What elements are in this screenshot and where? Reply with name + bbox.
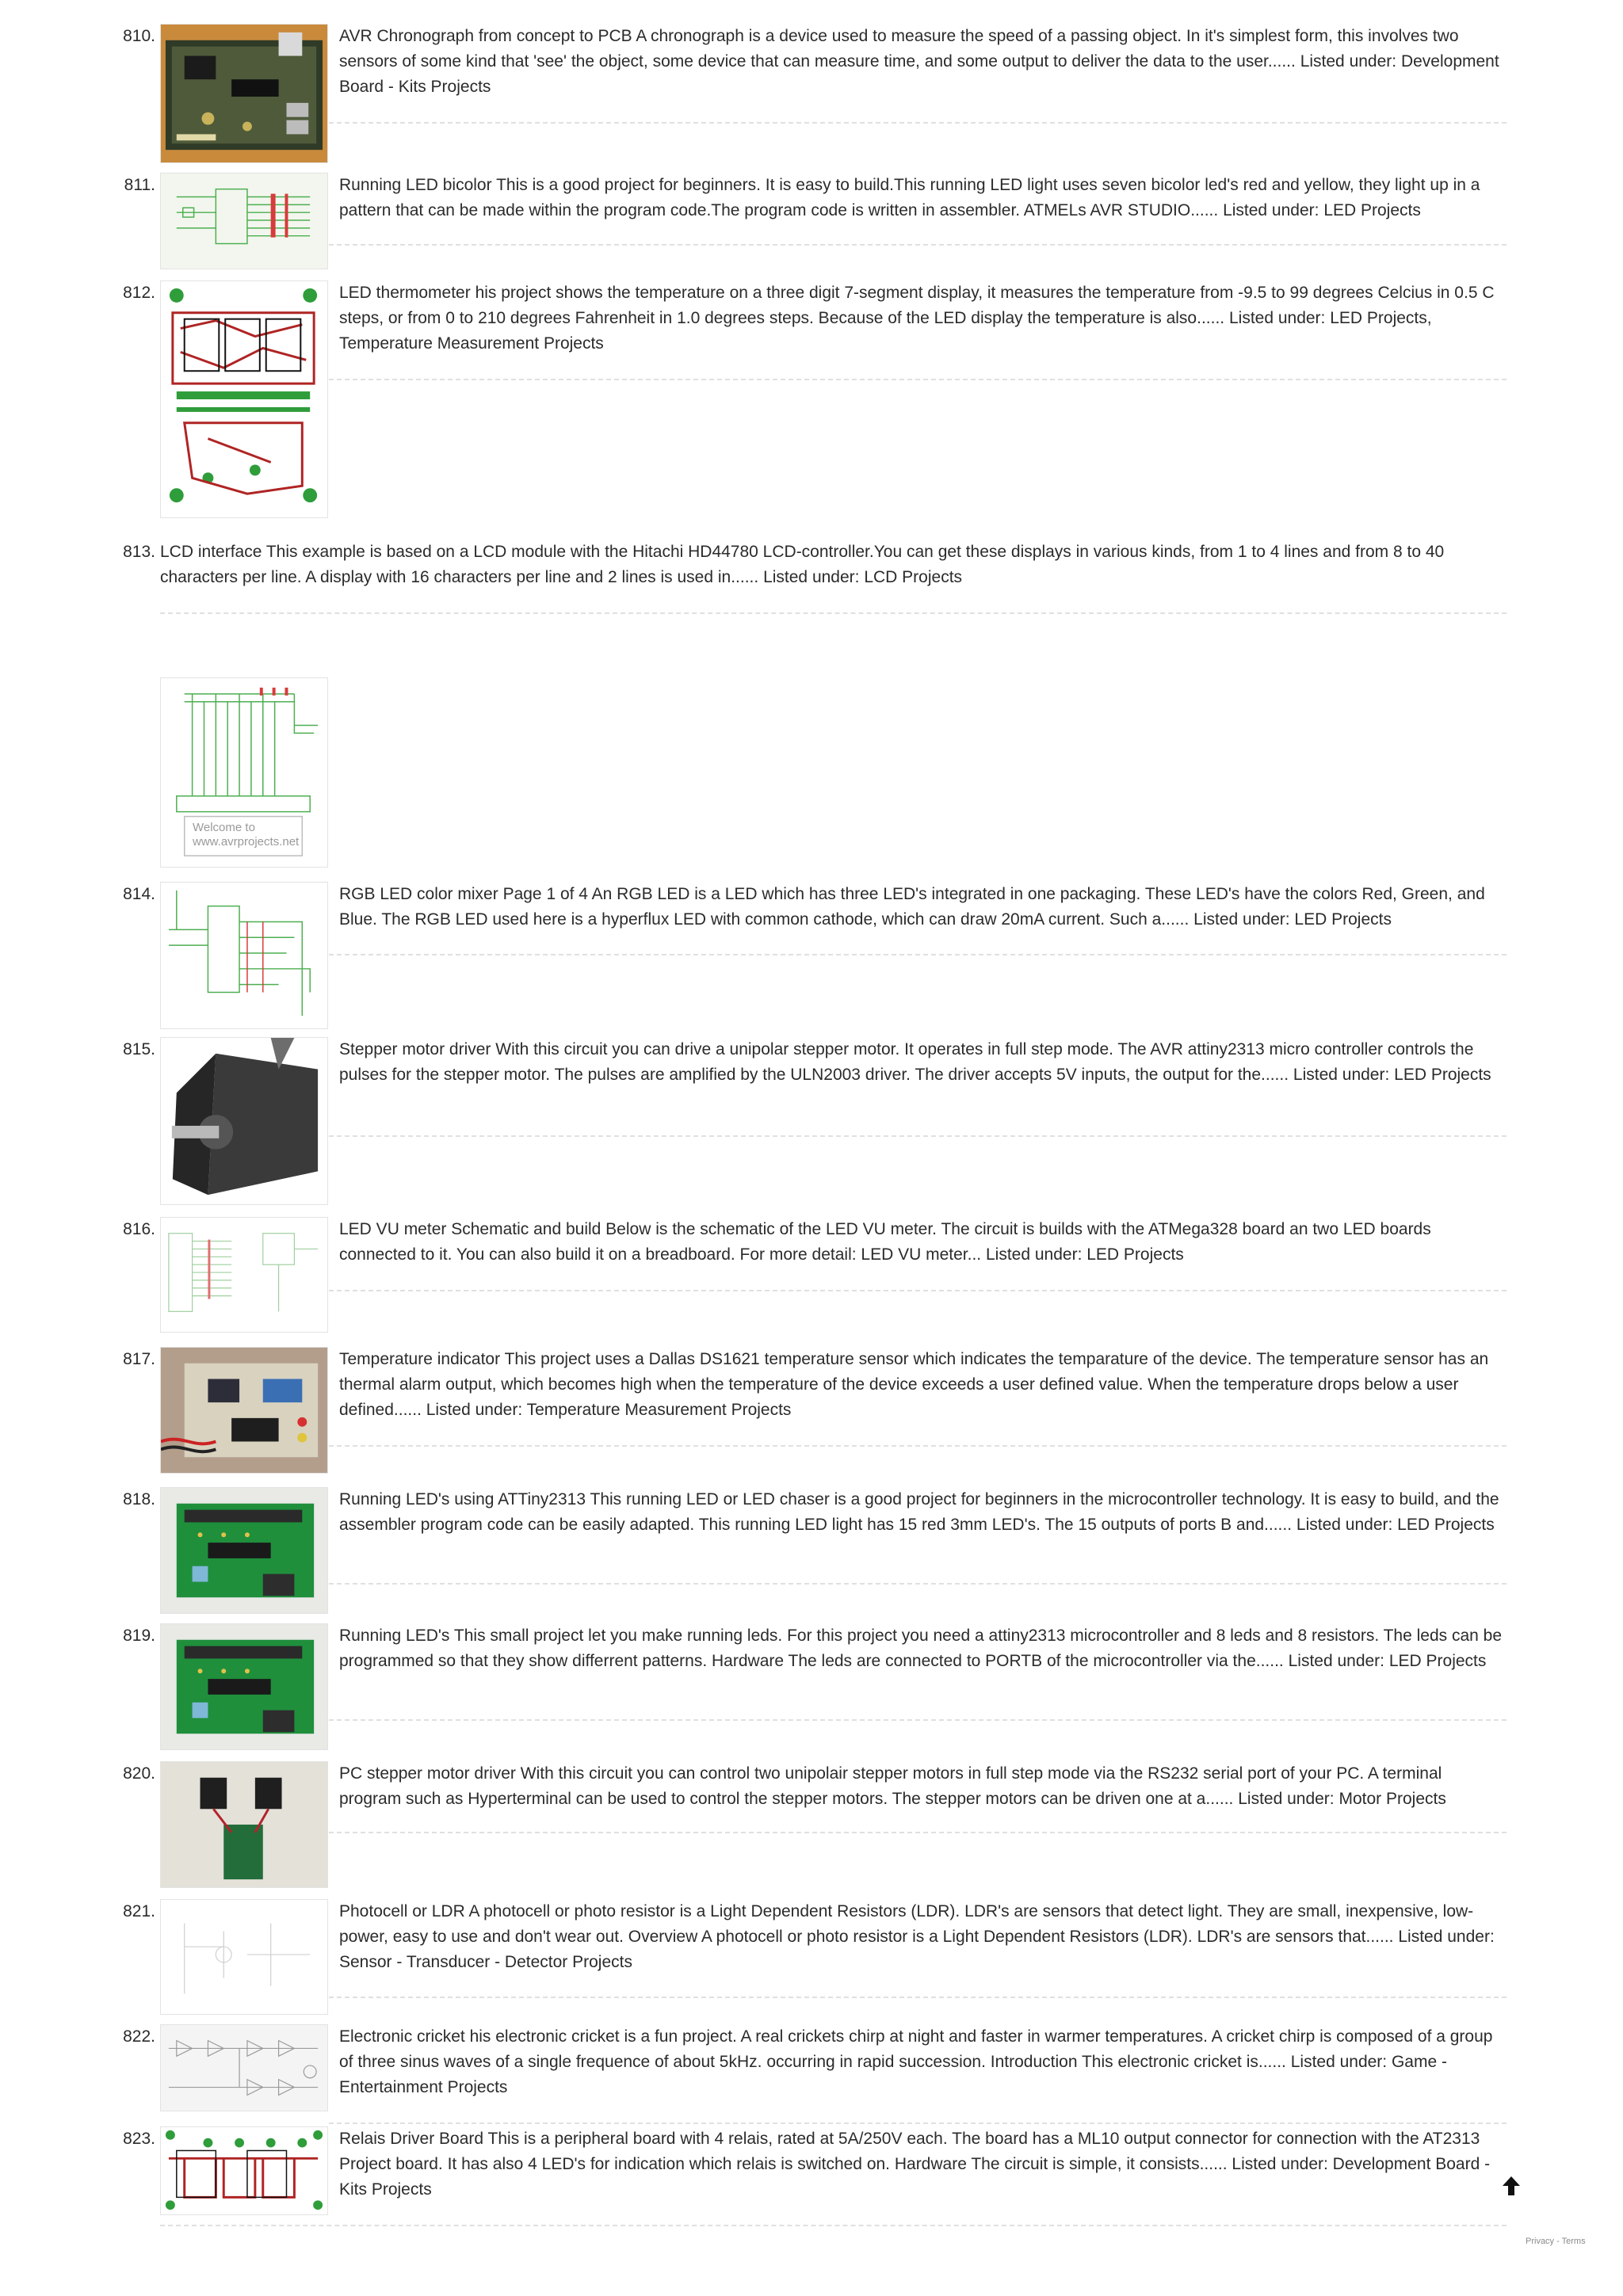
- category-link[interactable]: Listed under: Development Board - Kits Projects: [339, 52, 1499, 96]
- project-thumbnail[interactable]: [160, 677, 328, 868]
- image-caption: Welcome to www.avrprojects.net: [193, 821, 300, 849]
- category-link[interactable]: Listed under: LED Projects: [985, 1245, 1184, 1264]
- entry-title-link[interactable]: Electronic cricket: [339, 2027, 465, 2046]
- category-link[interactable]: Listed under: LCD Projects: [763, 568, 963, 586]
- privacy-link[interactable]: Privacy: [1526, 2237, 1555, 2246]
- divider: [329, 954, 1507, 955]
- arrow-up-icon: [1500, 2174, 1522, 2198]
- entry-title-link[interactable]: Photocell or LDR: [339, 1902, 465, 1920]
- entry-description: Running LED's using ATTiny2313 This running LED or LED chaser is a good project for beginners in the microcontroller technology. It is easy to build, and the assembler program code can be easily adapted. This running LED light has 15 red 3mm LED's. The 15 outputs of ports B and...... Listed under: LED Projects: [339, 1490, 1499, 1534]
- project-thumbnail[interactable]: [160, 1217, 328, 1333]
- entry-title-link[interactable]: LED thermometer: [339, 284, 471, 302]
- entry-title-link[interactable]: Relais Driver Board: [339, 2130, 484, 2148]
- divider: [329, 2122, 1507, 2124]
- entry-description: LCD interface This example is based on a LCD module with the Hitachi HD44780 LCD-controller.You can get these displays in various kinds, from 1 to 4 lines and from 8 to 40 characters per line. A display with 16 characters per line and 2 lines is used in...... Listed under: LCD Projects: [160, 543, 1445, 586]
- entry-description: LED VU meter Schematic and build Below is the schematic of the LED VU meter. The circuit is builds with the ATMega328 board an two LED boards connected to it. You can also build it on a breadboard. For more detail: LED VU meter... Listed under: LED Projects: [339, 1220, 1431, 1264]
- category-link[interactable]: Listed under: Temperature Measurement Projects: [426, 1401, 792, 1419]
- entry-description: AVR Chronograph from concept to PCB A chronograph is a device used to measure the speed of a passing object. In it's simplest form, this involves two sensors of some kind that 'see' the object, some device that can measure time, and some output to deliver the data to the user...... Listed under: Development Board - Kits Projects: [339, 27, 1499, 96]
- project-thumbnail[interactable]: [160, 2024, 328, 2111]
- entry-description: Electronic cricket his electronic cricket is a fun project. A real crickets chirp at night and faster in warmer temperatures. A cricket chirp is composed of a group of three sinus waves of a single frequence of about 5kHz. occurring in rapid succession. Introduction This electronic cricket is...... Listed under: Game - Entertainment Projects: [339, 2027, 1493, 2096]
- entry-description: Temperature indicator This project uses a Dallas DS1621 temperature sensor which indicates the temparature of the device. The temperature sensor has an thermal alarm output, which becomes high when the temperature of the device exceeds a user defined value. When the temperature drops below a user defined...... Listed under: Temperature Measurement Projects: [339, 1350, 1489, 1419]
- terms-link[interactable]: Terms: [1561, 2237, 1586, 2246]
- project-thumbnail[interactable]: [160, 882, 328, 1029]
- entry-description: Running LED's This small project let you make running leds. For this project you need a attiny2313 microcontroller and 8 leds and 8 resistors. The leds can be programmed so that they show differrent patterns. Hardware The leds are connected to PORTB of the microcontroller via the...... Listed under: LED Projects: [339, 1627, 1503, 1670]
- entry-number: 816.: [123, 1220, 155, 1238]
- divider: [329, 1290, 1507, 1291]
- category-link[interactable]: Listed under: LED Projects: [1193, 910, 1392, 929]
- footer-separator: -: [1556, 2237, 1560, 2246]
- entry-number: 814.: [123, 885, 155, 903]
- entry-description: RGB LED color mixer Page 1 of 4 An RGB LED is a LED which has three LED's integrated in one packaging. These LED's have the colors Red, Green, and Blue. The RGB LED used here is a hyperflux LED with common cathode, which can draw 20mA current. Such a...... Listed under: LED Projects: [339, 885, 1485, 929]
- entry-title-link[interactable]: RGB LED color mixer: [339, 885, 498, 903]
- entry-description: Stepper motor driver With this circuit you can drive a unipolar stepper motor. It operates in full step mode. The AVR attiny2313 micro controller controls the pulses for the stepper motor. The pulses are amplified by the ULN2003 driver. The driver accepts 5V inputs, the output for the...... Listed under: LED Projects: [339, 1040, 1491, 1084]
- entry-title-link[interactable]: LCD interface: [160, 543, 262, 561]
- entry-title-link[interactable]: Stepper motor driver: [339, 1040, 491, 1058]
- entry-title-link[interactable]: Running LED's using ATTiny2313: [339, 1490, 586, 1508]
- entry-number: 823.: [123, 2130, 155, 2148]
- divider: [329, 1445, 1507, 1447]
- divider: [329, 1719, 1507, 1721]
- project-thumbnail[interactable]: [160, 2126, 328, 2215]
- category-link[interactable]: Listed under: LED Projects: [1223, 201, 1421, 219]
- entry-number: 820.: [123, 1764, 155, 1783]
- entry-description: Running LED bicolor This is a good project for beginners. It is easy to build.This running LED light uses seven bicolor led's red and yellow, they light up in a pattern that can be made within the program code.The program code is written in assembler. ATMELs AVR STUDIO...... Listed under: LED Projects: [339, 176, 1480, 219]
- back-to-top-button[interactable]: [1500, 2174, 1522, 2198]
- entry-number: 812.: [123, 284, 155, 302]
- project-thumbnail[interactable]: [160, 1899, 328, 2015]
- divider: [329, 122, 1507, 124]
- divider: [329, 379, 1507, 380]
- divider: [160, 2225, 1507, 2226]
- category-link[interactable]: Listed under: LED Projects: [1293, 1066, 1491, 1084]
- category-link[interactable]: Listed under: Game - Entertainment Projects: [339, 2053, 1447, 2096]
- entry-number: 819.: [123, 1627, 155, 1645]
- divider: [329, 1997, 1507, 1998]
- category-link[interactable]: Listed under: LED Projects: [1288, 1652, 1487, 1670]
- entry-number: 815.: [123, 1040, 155, 1058]
- entry-description: Relais Driver Board This is a peripheral board with 4 relais, rated at 5A/250V each. The board has a ML10 output connector for connection with the AT2313 Project board. It has also 4 LED's for indication which relais is switched on. Hardware The circuit is simple, it consists...... Listed under: Development Board - Kits Projects: [339, 2130, 1491, 2199]
- entry-description: PC stepper motor driver With this circuit you can control two unipolair stepper motors in full step mode via the RS232 serial port of your PC. A terminal program such as Hyperterminal can be used to control the stepper motors. The stepper motors can be driven one at a...... Listed under: Motor Projects: [339, 1764, 1446, 1808]
- project-thumbnail[interactable]: [160, 1347, 328, 1474]
- divider: [160, 612, 1507, 614]
- entry-number: 821.: [123, 1902, 155, 1920]
- project-thumbnail[interactable]: [160, 1037, 328, 1205]
- project-thumbnail[interactable]: [160, 280, 328, 518]
- entry-number: 818.: [123, 1490, 155, 1508]
- entry-title-link[interactable]: PC stepper motor driver: [339, 1764, 516, 1783]
- entry-number: 811.: [124, 176, 155, 194]
- entry-title-link[interactable]: Running LED bicolor: [339, 176, 492, 194]
- divider: [329, 244, 1507, 246]
- category-link[interactable]: Listed under: LED Projects: [1296, 1516, 1495, 1534]
- project-thumbnail[interactable]: [160, 1487, 328, 1614]
- entry-number: 813.: [123, 543, 155, 561]
- category-link[interactable]: Listed under: Development Board - Kits Projects: [339, 2155, 1491, 2199]
- project-thumbnail[interactable]: [160, 1761, 328, 1888]
- divider: [329, 1135, 1507, 1137]
- entry-title-link[interactable]: AVR Chronograph from concept to PCB: [339, 27, 632, 45]
- divider: [329, 1832, 1507, 1833]
- divider: [329, 1583, 1507, 1585]
- entry-number: 822.: [123, 2027, 155, 2046]
- entry-number: 817.: [123, 1350, 155, 1368]
- entry-description: Photocell or LDR A photocell or photo resistor is a Light Dependent Resistors (LDR). LDR's are sensors that detect light. They are small, inexpensive, low-power, easy to use and don't wear out. Overview A photocell or photo resistor is a Light Dependent Resistors (LDR). LDR's are sensors that...... Listed under: Sensor - Transducer - Detector Projects: [339, 1902, 1495, 1971]
- entry-title-link[interactable]: Running LED's: [339, 1627, 450, 1645]
- category-link[interactable]: Listed under: LED Projects, Temperature Measurement Projects: [339, 309, 1432, 353]
- category-link[interactable]: Listed under: Motor Projects: [1238, 1790, 1446, 1808]
- entry-title-link[interactable]: Temperature indicator: [339, 1350, 501, 1368]
- project-thumbnail[interactable]: [160, 24, 328, 163]
- entry-description: LED thermometer his project shows the temperature on a three digit 7-segment display, it measures the temperature from -9.5 to 99 degrees Celcius in 0.5 C steps, or from 0 to 210 degrees Fahrenheit in 1.0 degrees steps. Because of the LED display the temperature is also...... Listed under: LED Projects, Temperature Measurement Projects: [339, 284, 1495, 353]
- entry-title-link[interactable]: LED VU meter: [339, 1220, 447, 1238]
- footer-links: [1526, 2237, 1586, 2246]
- entry-number: 810.: [123, 27, 155, 45]
- category-link[interactable]: Listed under: Sensor - Transducer - Detector Projects: [339, 1928, 1495, 1971]
- project-thumbnail[interactable]: [160, 1623, 328, 1750]
- project-thumbnail[interactable]: [160, 173, 328, 269]
